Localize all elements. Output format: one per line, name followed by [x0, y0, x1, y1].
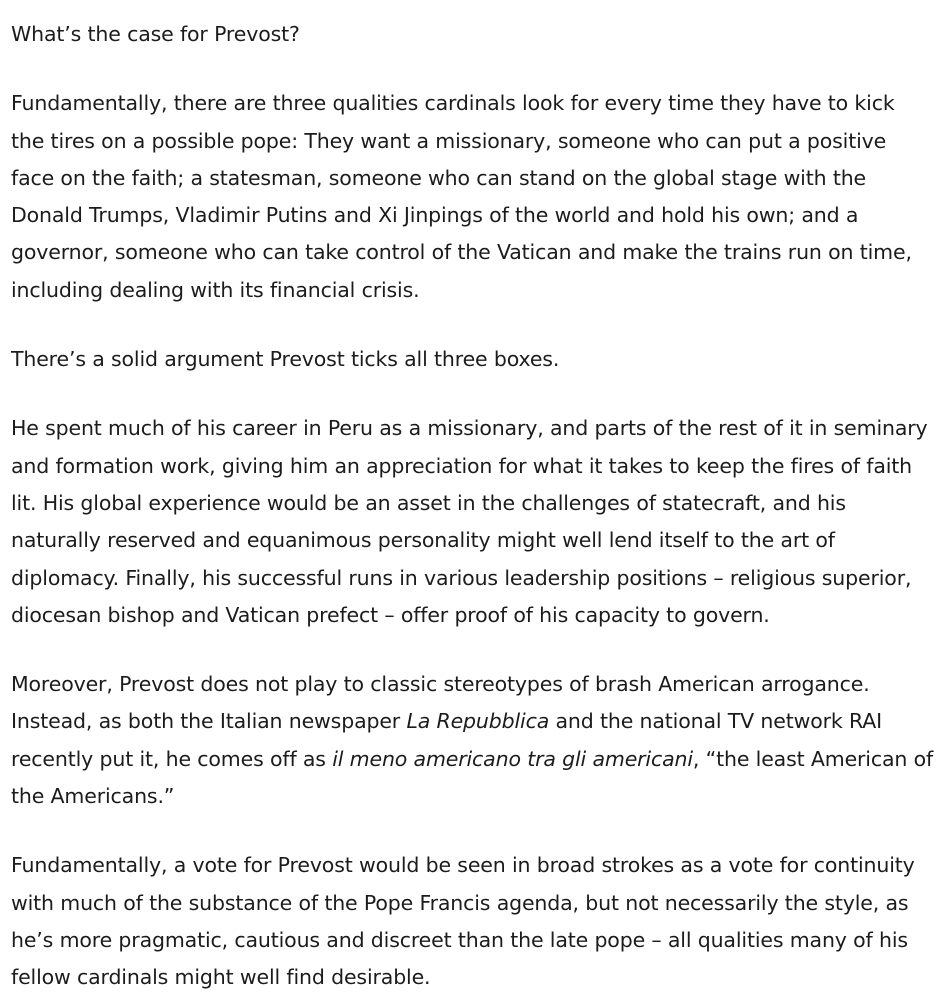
italian-quote: il meno americano tra gli americani: [332, 746, 693, 771]
paragraph-three-boxes: There’s a solid argument Prevost ticks all three boxes.: [11, 347, 560, 372]
paragraph-continuity: Fundamentally, a vote for Prevost would be seen in broad strokes as a vote for continuity with much of the substance of the Pope Francis agenda, but not necessarily the style, as he’s more pragmatic, cautious and discreet than the late pope – all qualities many of his fellow cardinals might well find desirable.: [11, 853, 915, 990]
text-segment: Moreover, Prevost does not play to classic stereotypes of brash American arrogance. Instead, as both the Italian newspaper: [11, 672, 870, 734]
section-question: What’s the case for Prevost?: [11, 22, 300, 46]
text-segment: and the national TV network RAI recently put it, he comes off as: [11, 709, 882, 771]
paragraph-three-qualities: Fundamentally, there are three qualities cardinals look for every time they have to kick the tires on a possible pope: They want a missionary, someone who can put a positive face on the faith; a statesman, someone who can stand on the global stage with the Donald Trumps, Vladimir Putins and Xi Jinpings of the world and hold his own; and a governor, someone who can take control of the Vatican and make the trains run on time, including dealing with its financial crisis.: [11, 91, 912, 302]
text-segment: , “the least American of the Americans.”: [11, 746, 934, 809]
paragraph-career: He spent much of his career in Peru as a missionary, and parts of the rest of it in seminary and formation work, giving him an appreciation for what it takes to keep the fires of faith lit. His global experience would be an asset in the challenges of statecraft, and his naturally reserved and equanimous personality might well lend itself to the art of diplomacy. Finally, his successful runs in various leadership positions – religious superior, diocesan bishop and Vatican prefect – offer proof of his capacity to govern.: [11, 416, 928, 627]
newspaper-name: La Repubblica: [406, 709, 550, 734]
paragraph-least-american: [11, 666, 934, 815]
